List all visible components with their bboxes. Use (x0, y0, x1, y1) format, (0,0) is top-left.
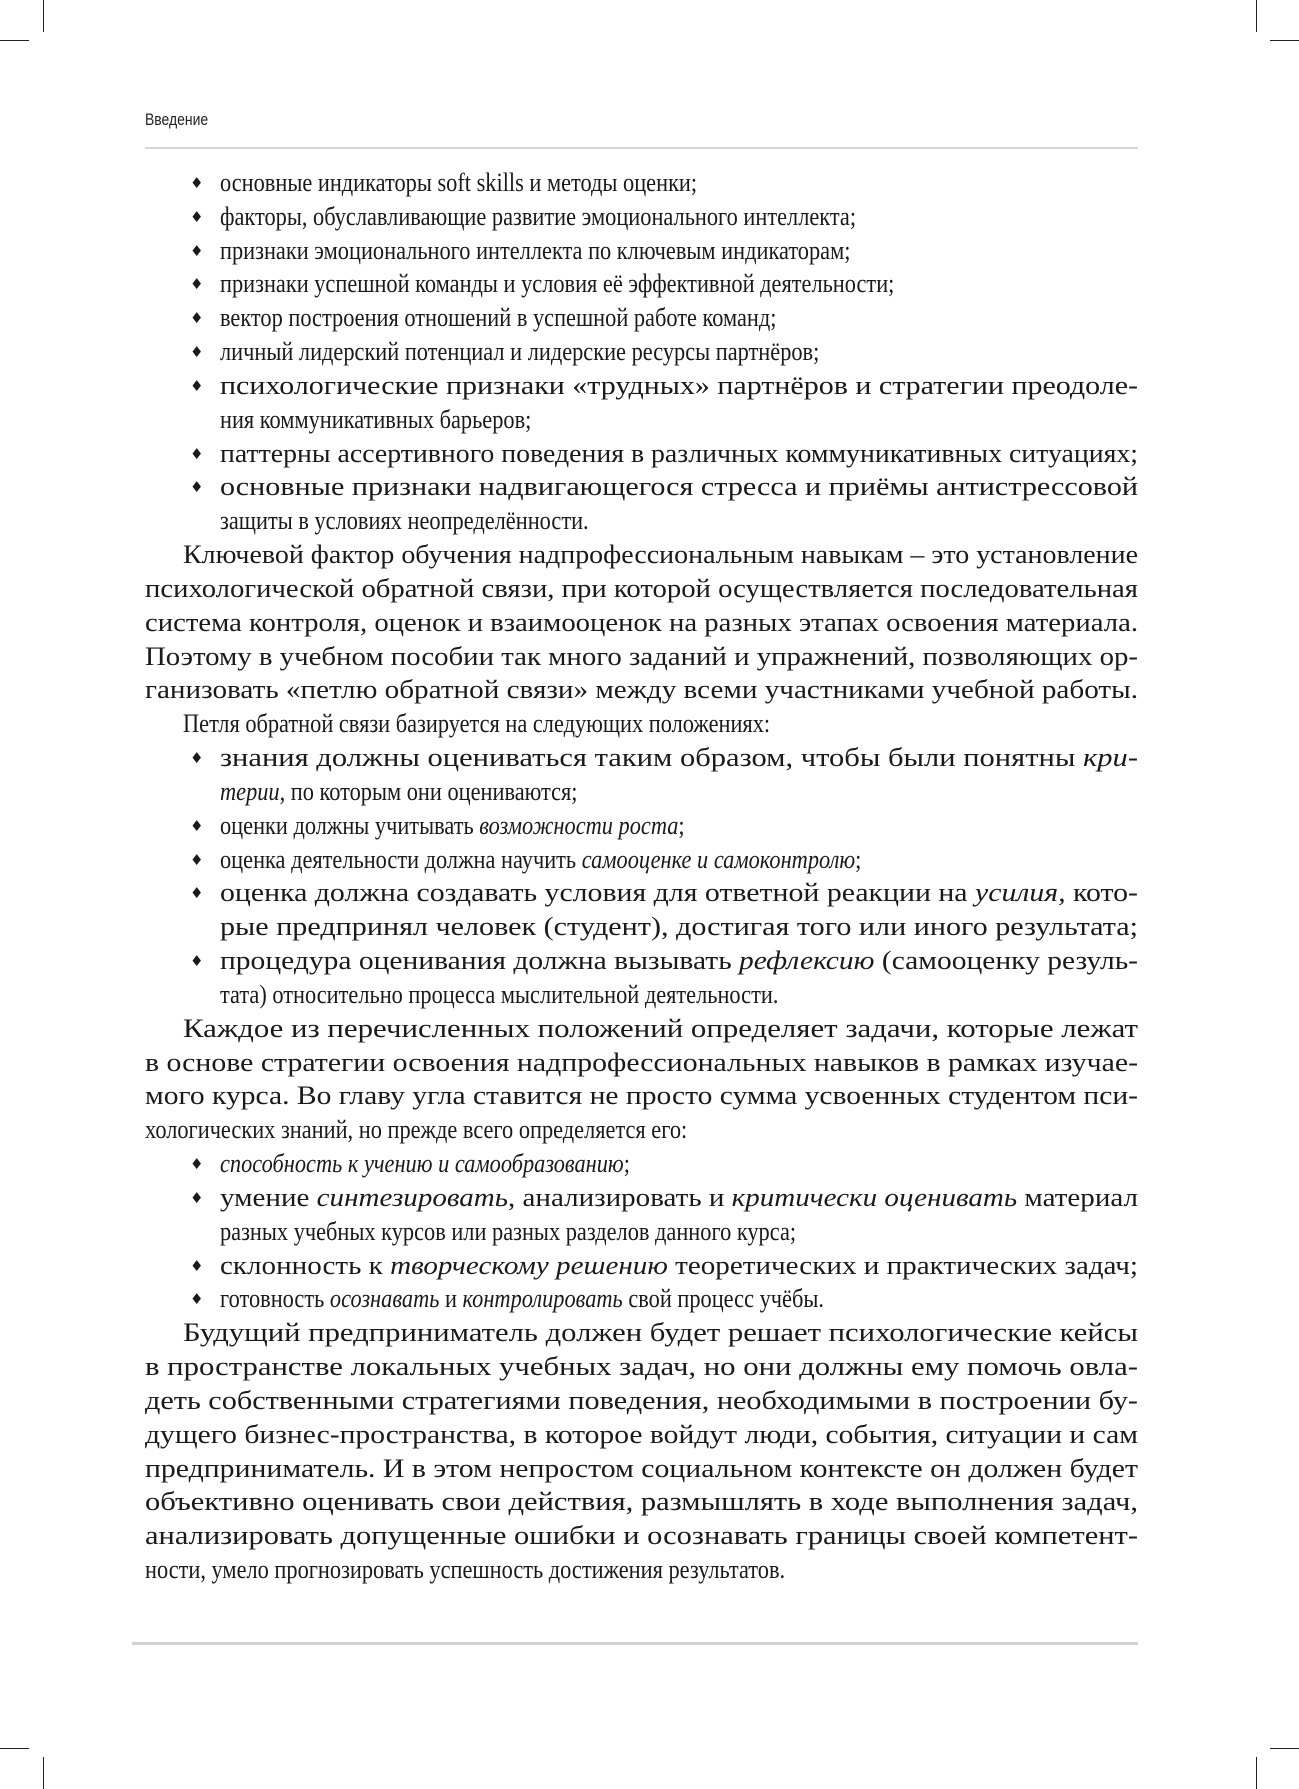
text-run: рые предпринял человек (студент), достигая того или иного результата; (220, 912, 1138, 942)
crop-mark (43, 0, 44, 32)
text-line (220, 403, 582, 437)
text-run: хологических знаний, но прежде всего определяется его: (145, 1115, 688, 1145)
bullet-icon: ♦ (190, 749, 204, 768)
crop-mark (43, 1757, 44, 1789)
text-line (145, 1079, 1138, 1113)
list-item (220, 876, 1138, 910)
line-content (220, 166, 697, 200)
text-run: в пространстве локальных учебных задач, но они должны ему помочь овла- (145, 1352, 1138, 1382)
bullet-icon: ♦ (190, 850, 204, 869)
text-line (145, 1519, 1138, 1553)
crop-mark (1256, 1757, 1257, 1789)
line-content (220, 1249, 1138, 1283)
text-line (220, 978, 869, 1012)
text-line (145, 1418, 1138, 1452)
text-run: ности, умело прогнозировать успешность достижения результатов. (145, 1555, 786, 1585)
text-run: личный лидерский потенциал и лидерские ресурсы партнёров; (220, 337, 820, 367)
list-item (220, 1282, 922, 1316)
line-content (145, 1046, 1138, 1080)
text-line (145, 1046, 1138, 1080)
list-item (220, 843, 966, 877)
line-content (220, 470, 1138, 504)
emphasis-text: синтезировать (316, 1182, 508, 1212)
line-content (220, 944, 1138, 978)
text-line (145, 572, 1138, 606)
text-line (145, 673, 1138, 707)
bullet-icon: ♦ (190, 816, 204, 835)
list-item (220, 1147, 697, 1181)
text-run: свой процесс учёбы. (622, 1284, 824, 1314)
bullet-icon: ♦ (190, 174, 204, 192)
line-content (183, 1012, 1138, 1046)
line-content (145, 1553, 785, 1587)
line-content (220, 843, 861, 877)
text-run: основные признаки надвигающегося стресса и приёмы антистрессовой (220, 472, 1138, 502)
line-content (220, 1181, 1138, 1215)
text-run: Будущий предприниматель должен будет решает психологические кейсы (183, 1318, 1138, 1348)
list-item (220, 741, 1138, 775)
text-line (145, 606, 1138, 640)
line-content (220, 910, 1138, 944)
bullet-icon: ♦ (190, 1155, 204, 1174)
text-line (145, 1553, 889, 1587)
crop-mark (1256, 0, 1257, 32)
text-run: психологические признаки «трудных» партнёров и стратегии преодоле- (220, 370, 1138, 400)
line-content (220, 1147, 630, 1181)
text-run: кото- (1065, 878, 1138, 908)
line-content (145, 1384, 1138, 1418)
text-run: ганизовать «петлю обратной связи» между всеми участниками учебной работы. (145, 675, 1138, 705)
bullet-icon: ♦ (190, 1290, 204, 1309)
text-run: , по которым они оцениваются; (279, 776, 578, 806)
line-content (220, 1282, 824, 1316)
line-content (145, 673, 1138, 707)
crop-mark (0, 40, 29, 41)
line-content (220, 403, 531, 437)
bullet-icon: ♦ (190, 444, 204, 463)
list-item (220, 944, 1138, 978)
list-item (220, 234, 953, 268)
text-run: оценка должна создавать условия для ответной реакции на (220, 878, 975, 908)
bullet-icon: ♦ (190, 376, 204, 395)
line-content (145, 606, 1138, 640)
text-line (183, 1012, 1138, 1046)
text-run: оценки должны учитывать (220, 810, 480, 840)
bullet-icon: ♦ (190, 207, 204, 226)
emphasis-text: творческому решению (390, 1250, 668, 1280)
line-content (220, 437, 1138, 471)
text-run: разных учебных курсов или разных разделов данного курса; (220, 1216, 797, 1246)
text-run: ния коммуникативных барьеров; (220, 404, 532, 434)
text-run: мого курса. Во главу угла ставится не просто сумма усвоенных студентом пси- (145, 1081, 1138, 1111)
text-run: Поэтому в учебном пособии так много заданий и упражнений, позволяющих ор- (145, 641, 1138, 671)
list-item (220, 470, 1138, 504)
text-run: Петля обратной связи базируется на следующих положениях: (183, 709, 771, 739)
line-content (145, 1485, 1138, 1519)
crop-mark (1270, 40, 1299, 41)
text-run: и (439, 1284, 463, 1314)
emphasis-text: осознавать (329, 1284, 440, 1314)
bullet-icon: ♦ (190, 309, 204, 328)
bullet-icon: ♦ (190, 343, 204, 362)
text-run: дущего бизнес-пространства, в которое войдут люди, события, ситуации и сам (145, 1419, 1138, 1449)
line-content (145, 1519, 1138, 1553)
text-run: тата) относительно процесса мыслительной деятельности. (220, 979, 779, 1009)
text-run: паттерны ассертивного поведения в различных коммуникативных ситуациях; (220, 438, 1138, 468)
list-item (220, 809, 760, 843)
text-run: признаки эмоционального интеллекта по ключевым индикаторам; (220, 235, 851, 265)
list-item (220, 1249, 1138, 1283)
emphasis-text: возможности роста (479, 810, 679, 840)
list-item (220, 1181, 1138, 1215)
line-content (145, 1079, 1138, 1113)
text-run: знания должны оцениваться таким образом, чтобы были понятны (220, 743, 1084, 773)
line-content (220, 741, 1138, 775)
text-run: ; (623, 1149, 630, 1179)
text-run: ; (855, 844, 862, 874)
text-line (145, 1384, 1138, 1418)
text-line (183, 1316, 1138, 1350)
text-run: основные индикаторы soft skills и методы оценки; (220, 168, 698, 197)
line-content (145, 572, 1138, 606)
emphasis-text: способность к учению и самообразованию (220, 1149, 624, 1179)
line-content (220, 267, 894, 301)
text-run: система контроля, оценок и взаимооценок на разных этапах освоения материала. (145, 607, 1138, 637)
text-run: (самооценку резуль- (874, 946, 1138, 976)
bullet-icon: ♦ (190, 952, 204, 971)
line-content (220, 234, 850, 268)
emphasis-text: контролировать (462, 1284, 623, 1314)
crop-mark (0, 1748, 29, 1749)
line-content (145, 1418, 1138, 1452)
line-content (183, 707, 770, 741)
text-line (220, 1215, 890, 1249)
line-content (183, 538, 1138, 572)
text-run: в основе стратегии освоения надпрофессиональных навыков в рамках изучае- (145, 1047, 1138, 1077)
line-content (220, 809, 685, 843)
line-content (220, 978, 778, 1012)
text-line (145, 1485, 1138, 1519)
text-run: материал (1017, 1182, 1138, 1212)
list-item (220, 301, 867, 335)
bullet-icon: ♦ (190, 1188, 204, 1207)
text-run: процедура оценивания должна вызывать (220, 946, 740, 976)
line-content (145, 640, 1138, 674)
text-run: Каждое из перечисленных положений определяет задачи, которые лежат (183, 1013, 1138, 1043)
text-run: умение (220, 1182, 317, 1212)
line-content (220, 876, 1138, 910)
text-run: защиты в условиях неопределённости. (220, 506, 589, 536)
text-run: объективно оценивать свои действия, размышлять в ходе выполнения задач, (145, 1487, 1138, 1517)
line-content (220, 200, 856, 234)
list-item (220, 166, 775, 200)
text-run: психологической обратной связи, при которой осуществляется последовательная (145, 573, 1138, 603)
text-run: склонность к (220, 1250, 391, 1280)
emphasis-text: критически оценивать (731, 1182, 1018, 1212)
text-run: предприниматель. И в этом непростом социальном контексте он должен будет (145, 1453, 1138, 1483)
line-content (220, 369, 1138, 403)
list-item (220, 335, 917, 369)
list-item (220, 200, 960, 234)
text-run: оценка деятельности должна научить (220, 844, 582, 874)
line-content (145, 1113, 687, 1147)
bullet-icon: ♦ (190, 884, 204, 903)
bullet-icon: ♦ (190, 241, 204, 260)
emphasis-text: рефлексию (739, 946, 875, 976)
text-line (220, 775, 636, 809)
text-line (220, 504, 649, 538)
line-content (220, 335, 819, 369)
footer-rule (132, 1642, 1138, 1645)
line-content (220, 1215, 796, 1249)
text-line (220, 910, 1138, 944)
line-content (220, 301, 777, 335)
text-line (183, 707, 866, 741)
emphasis-text: терии (220, 776, 280, 806)
line-content (220, 775, 578, 809)
bullet-icon: ♦ (190, 478, 204, 497)
text-run: факторы, обуславливающие развитие эмоционального интеллекта; (220, 201, 857, 231)
text-line (145, 640, 1138, 674)
text-line (145, 1452, 1138, 1486)
text-run: деть собственными стратегиями поведения, необходимыми в построении бу- (145, 1385, 1138, 1415)
running-head: Введение (145, 110, 209, 129)
text-line (145, 1113, 776, 1147)
emphasis-text: усилия, (974, 878, 1066, 908)
header-rule (145, 147, 1138, 149)
bullet-icon: ♦ (190, 1256, 204, 1275)
emphasis-text: самооценке и самоконтролю (581, 844, 856, 874)
text-run: , анализировать и (507, 1182, 732, 1212)
text-line (183, 538, 1138, 572)
text-run: теоретических и практических задач; (667, 1250, 1138, 1280)
list-item (220, 267, 1004, 301)
text-run: признаки успешной команды и условия её эффективной деятельности; (220, 269, 895, 299)
text-line (145, 1350, 1138, 1384)
text-run: вектор построения отношений в успешной работе команд; (220, 303, 777, 333)
text-run: анализировать допущенные ошибки и осознавать границы своей компетент- (145, 1521, 1138, 1551)
line-content (145, 1452, 1138, 1486)
emphasis-text: кри- (1083, 743, 1138, 773)
list-item (220, 437, 1138, 471)
line-content (183, 1316, 1138, 1350)
list-item (220, 369, 1138, 403)
text-run: готовность (220, 1284, 330, 1314)
bullet-icon: ♦ (190, 275, 204, 294)
line-content (220, 504, 589, 538)
crop-mark (1270, 1748, 1299, 1749)
text-run: Ключевой фактор обучения надпрофессиональным навыкам – это установление (183, 540, 1138, 570)
line-content (145, 1350, 1138, 1384)
text-run: ; (678, 810, 685, 840)
